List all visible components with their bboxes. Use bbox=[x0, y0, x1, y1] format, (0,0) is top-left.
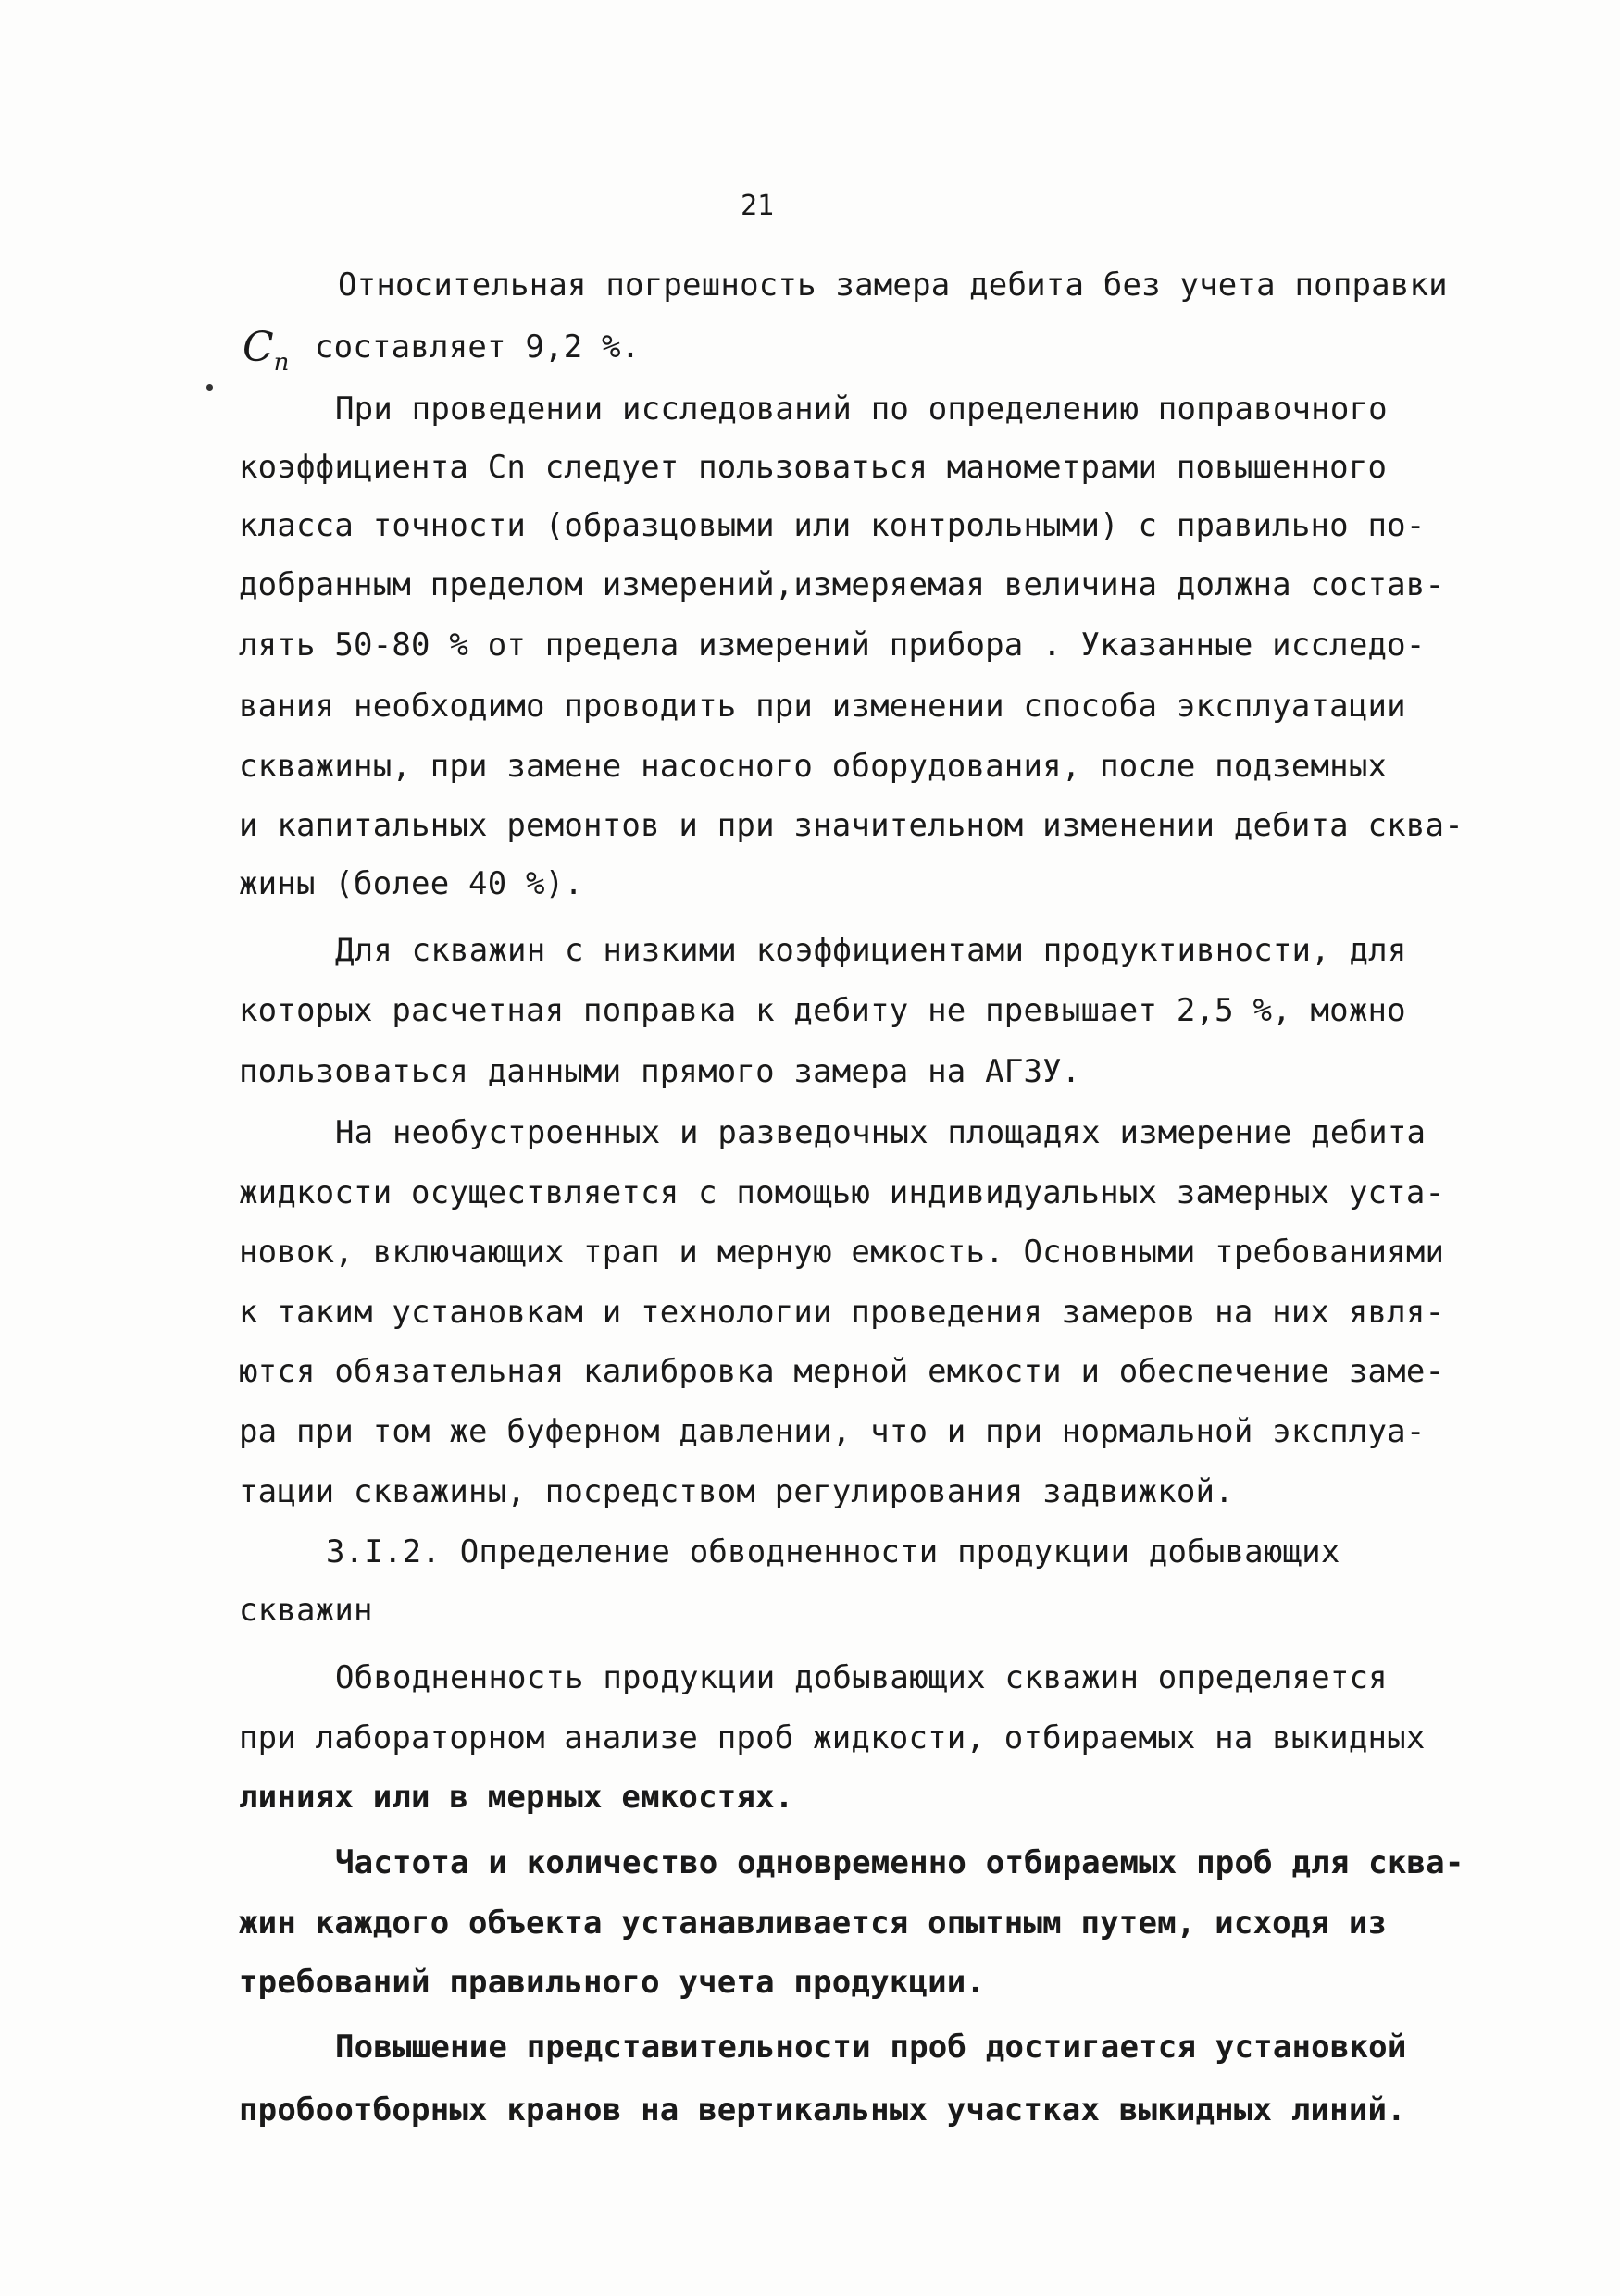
text-line: ра при том же буферном давлении, что и при нормальной эксплуа- bbox=[239, 1413, 1426, 1450]
text-line: жидкости осуществляется с помощью индивидуальных замерных уста- bbox=[239, 1174, 1445, 1211]
text-line: пользоваться данными прямого замера на АГЗУ. bbox=[239, 1053, 1081, 1090]
text-line: при лабораторном анализе проб жидкости, отбираемых на выкидных bbox=[239, 1719, 1426, 1756]
page-number: 21 bbox=[741, 190, 775, 222]
text-line: коэффициента Cn следует пользоваться манометрами повышенного bbox=[239, 449, 1388, 486]
text-line: жины (более 40 %). bbox=[239, 865, 584, 902]
stray-dot-mark bbox=[206, 384, 213, 391]
text-line: Повышение представительности проб достигается установкой bbox=[335, 2029, 1407, 2066]
text-line: тации скважины, посредством регулирования задвижкой. bbox=[239, 1473, 1234, 1510]
text-line: класса точности (образцовыми или контрольными) с правильно по- bbox=[239, 507, 1426, 544]
text-line: вания необходимо проводить при изменении способа эксплуатации bbox=[239, 688, 1406, 725]
coefficient-symbol bbox=[243, 326, 289, 385]
coefficient-subscript: n bbox=[273, 348, 290, 377]
text-line: скважины, при замене насосного оборудования, после подземных bbox=[239, 748, 1388, 785]
text-line: лять 50-80 % от предела измерений прибора . Указанные исследо- bbox=[239, 627, 1426, 664]
text-line: Частота и количество одновременно отбираемых проб для сква- bbox=[335, 1844, 1464, 1881]
text-line: жин каждого объекта устанавливается опытным путем, исходя из bbox=[239, 1905, 1388, 1942]
text-line: Обводненность продукции добывающих скважин определяется bbox=[335, 1659, 1388, 1696]
text-line: При проведении исследований по определению поправочного bbox=[335, 391, 1388, 428]
text-line: требований правильного учета продукции. bbox=[239, 1964, 986, 2001]
text-line: новок, включающих трап и мерную емкость. Основными требованиями bbox=[239, 1234, 1445, 1271]
text-line: которых расчетная поправка к дебиту не превышает 2,5 %, можно bbox=[239, 992, 1406, 1029]
text-line: На необустроенных и разведочных площадях измерение дебита bbox=[335, 1114, 1427, 1151]
text-line: к таким установкам и технологии проведения замеров на них явля- bbox=[239, 1294, 1445, 1331]
text-line: ются обязательная калибровка мерной емкости и обеспечение заме- bbox=[239, 1353, 1445, 1390]
text-line: пробоотборных кранов на вертикальных участках выкидных линий. bbox=[239, 2091, 1406, 2128]
section-heading-continued: скважин bbox=[239, 1592, 373, 1629]
text-line: Относительная погрешность замера дебита без учета поправки bbox=[338, 267, 1448, 304]
section-heading: 3.I.2. Определение обводненности продукции добывающих bbox=[326, 1533, 1340, 1570]
text-line: добранным пределом измерений,измеряемая величина должна состав- bbox=[239, 566, 1445, 603]
text-line: Для скважин с низкими коэффициентами продуктивности, для bbox=[335, 932, 1407, 969]
text-line: линиях или в мерных емкостях. bbox=[239, 1779, 794, 1816]
text-line: и капитальных ремонтов и при значительном изменении дебита сква- bbox=[239, 807, 1464, 844]
text-line: составляет 9,2 %. bbox=[315, 329, 641, 366]
coefficient-letter: C bbox=[243, 324, 274, 371]
